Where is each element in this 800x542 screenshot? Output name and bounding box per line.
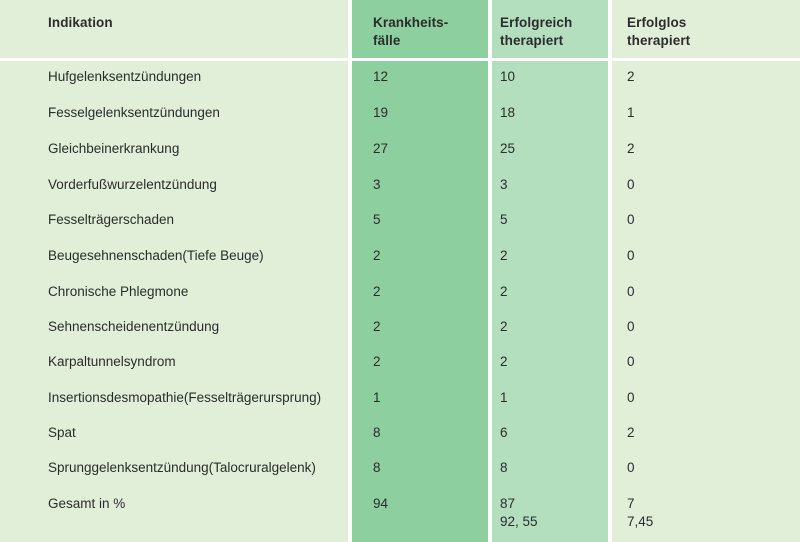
row-fail: 0 xyxy=(627,354,635,369)
total-success-percent: 92, 55 xyxy=(500,514,538,529)
row-success: 2 xyxy=(500,354,508,369)
row-cases: 3 xyxy=(373,177,381,192)
row-cases: 27 xyxy=(373,141,389,156)
row-fail: 0 xyxy=(627,284,635,299)
table-row xyxy=(0,68,800,88)
table-row xyxy=(0,176,800,196)
row-success: 1 xyxy=(500,390,508,405)
row-cases: 5 xyxy=(373,212,381,227)
row-indication: Vorderfußwurzelentzündung xyxy=(48,177,217,192)
row-cases: 19 xyxy=(373,105,389,120)
header-divider xyxy=(0,58,800,61)
row-cases: 2 xyxy=(373,354,381,369)
header-krankheitsfaelle-line2: fälle xyxy=(373,33,401,48)
row-indication: Insertionsdesmopathie(Fesselträgerursprung) xyxy=(48,390,322,405)
total-fail-percent: 7,45 xyxy=(627,514,654,529)
total-success-count: 87 xyxy=(500,496,516,511)
row-indication: Gleichbeinerkrankung xyxy=(48,141,180,156)
row-cases: 8 xyxy=(373,460,381,475)
table-row xyxy=(0,318,800,338)
table-row xyxy=(0,353,800,373)
table-row xyxy=(0,459,800,479)
table-row xyxy=(0,283,800,303)
header-erfolglos-line1: Erfolglos xyxy=(627,15,687,30)
table-row xyxy=(0,140,800,160)
header-krankheitsfaelle xyxy=(373,14,448,50)
row-fail: 2 xyxy=(627,69,635,84)
table-row xyxy=(0,211,800,231)
row-indication: Fesselgelenksentzündungen xyxy=(48,105,220,120)
header-indikation xyxy=(48,14,113,32)
row-fail: 0 xyxy=(627,390,635,405)
row-indication: Beugesehnenschaden(Tiefe Beuge) xyxy=(48,248,264,263)
row-fail: 2 xyxy=(627,425,635,440)
row-cases: 8 xyxy=(373,425,381,440)
row-success: 2 xyxy=(500,284,508,299)
row-success: 3 xyxy=(500,177,508,192)
row-fail: 0 xyxy=(627,248,635,263)
total-success xyxy=(500,495,538,531)
row-indication: Fesselträgerschaden xyxy=(48,212,175,227)
header-erfolglos xyxy=(627,14,690,50)
row-success: 6 xyxy=(500,425,508,440)
row-cases: 2 xyxy=(373,284,381,299)
row-cases: 1 xyxy=(373,390,381,405)
header-erfolglos-line2: therapiert xyxy=(627,33,691,48)
row-indication: Sehnenscheidenentzündung xyxy=(48,319,220,334)
total-label: Gesamt in % xyxy=(48,496,126,511)
row-indication: Sprunggelenksentzündung(Talocruralgelenk) xyxy=(48,460,316,475)
row-success: 18 xyxy=(500,105,516,120)
row-fail: 1 xyxy=(627,105,635,120)
row-success: 8 xyxy=(500,460,508,475)
table-row xyxy=(0,424,800,444)
row-fail: 0 xyxy=(627,212,635,227)
header-erfolgreich-line1: Erfolgreich xyxy=(500,15,573,30)
row-fail: 0 xyxy=(627,177,635,192)
table-row xyxy=(0,389,800,409)
table-row xyxy=(0,104,800,124)
row-fail: 0 xyxy=(627,319,635,334)
row-success: 25 xyxy=(500,141,516,156)
total-fail-count: 7 xyxy=(627,496,635,511)
row-success: 2 xyxy=(500,248,508,263)
row-fail: 0 xyxy=(627,460,635,475)
row-success: 2 xyxy=(500,319,508,334)
total-row xyxy=(0,495,800,535)
row-indication: Chronische Phlegmone xyxy=(48,284,189,299)
table-row xyxy=(0,247,800,267)
row-fail: 2 xyxy=(627,141,635,156)
row-cases: 12 xyxy=(373,69,389,84)
row-indication: Hufgelenksentzündungen xyxy=(48,69,202,84)
row-success: 10 xyxy=(500,69,516,84)
row-indication: Karpaltunnelsyndrom xyxy=(48,354,176,369)
total-cases: 94 xyxy=(373,496,389,511)
header-erfolgreich xyxy=(500,14,572,50)
row-success: 5 xyxy=(500,212,508,227)
header-indikation-label: Indikation xyxy=(48,15,113,30)
total-fail xyxy=(627,495,653,531)
row-indication: Spat xyxy=(48,425,76,440)
row-cases: 2 xyxy=(373,248,381,263)
header-erfolgreich-line2: therapiert xyxy=(500,33,564,48)
header-krankheitsfaelle-line1: Krankheits- xyxy=(373,15,449,30)
row-cases: 2 xyxy=(373,319,381,334)
